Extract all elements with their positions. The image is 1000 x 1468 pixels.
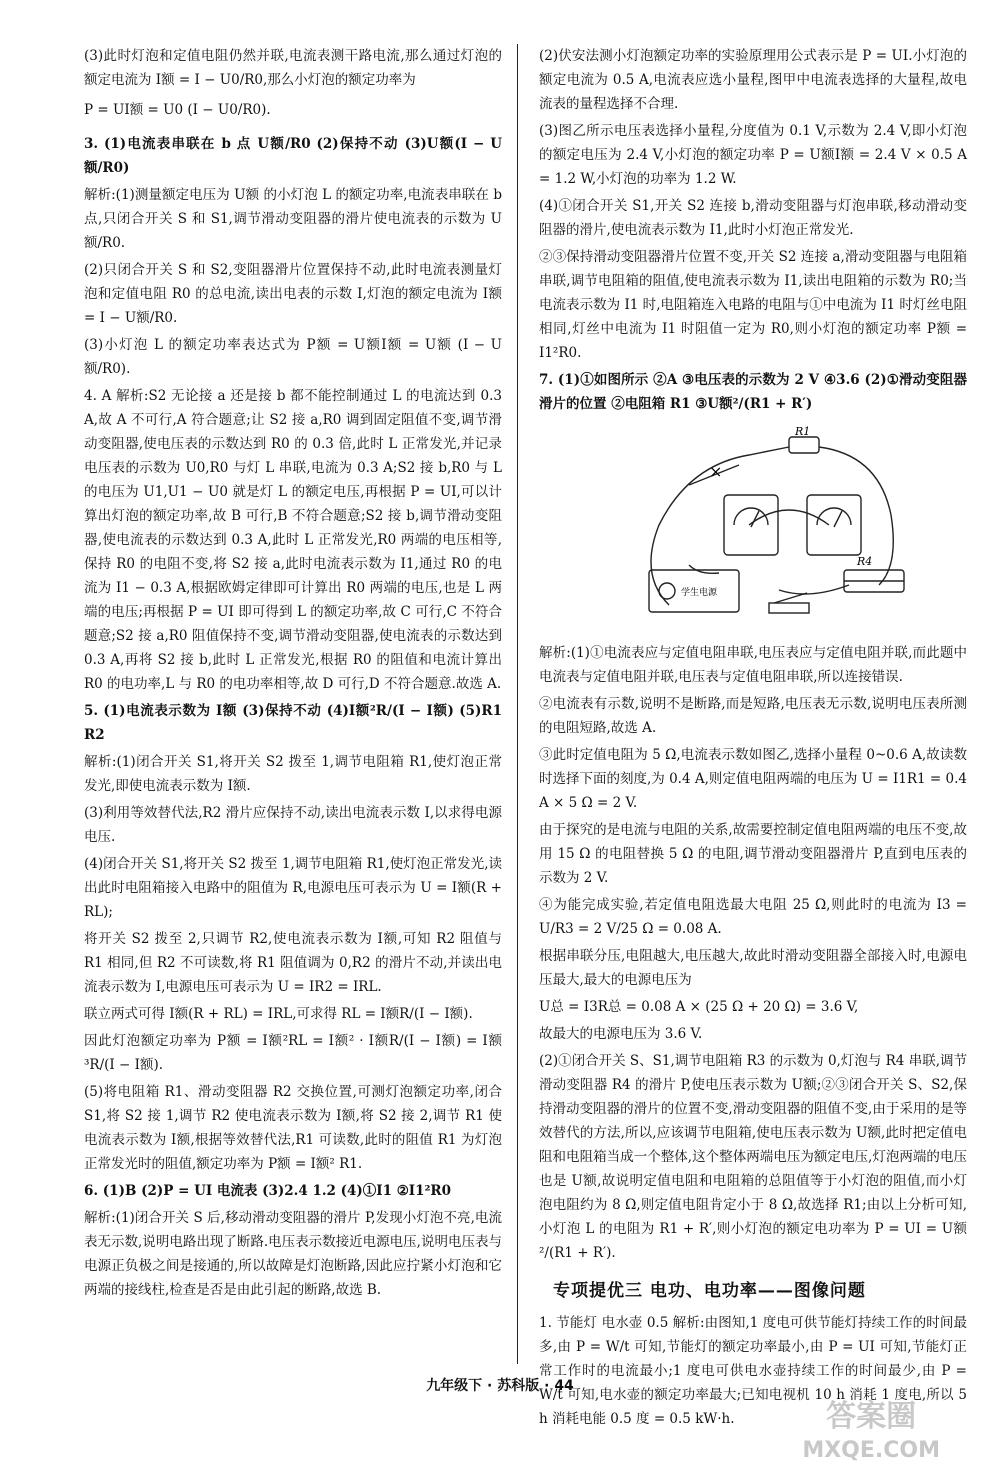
paragraph: (3)此时灯泡和定值电阻仍然并联,电流表测干路电流,那么通过灯泡的额定电流为 I额 = I − U0/R0,那么小灯泡的额定功率为 — [84, 48, 502, 88]
r1-label: R1 — [795, 425, 811, 438]
paragraph: 根据串联分压,电阻越大,电压越大,故此时滑动变阻器全部接入时,电源电压最大,最大的电源电压为 — [539, 948, 967, 988]
paragraph: 解析:(1)测量额定电压为 U额 的小灯泡 L 的额定功率,电流表串联在 b 点,只闭合开关 S 和 S1,调节滑动变阻器的滑片使电流表的示数为 U额/R0. — [84, 187, 502, 251]
r4-label: R4 — [857, 555, 873, 568]
resistor-r1 — [789, 437, 819, 453]
paragraph: ②③保持滑动变阻器滑片位置不变,开关 S2 连接 a,滑动变阻器与电阻箱串联,调节电阻箱的阻值,使电流表示数为 I1,读出电阻箱的示数为 R0;当电流表示数为 I1 时,电阻箱连入电路的电阻与①中电流为 I1 时灯丝电阻相同,灯丝中电流为 I1 时阻值一定为 R0,则小灯泡的额定功率 P额 = I1²R0. — [539, 249, 967, 361]
formula: U总 = I3R总 = 0.08 A × (25 Ω + 20 Ω) = 3.6 V, — [539, 999, 859, 1015]
ammeter — [724, 495, 778, 555]
answer-6: 6. (1)B (2)P = UI 电流表 (3)2.4 1.2 (4)①I1 ②I1²R0 — [84, 1183, 452, 1199]
paragraph: (2)①闭合开关 S、S1,调节电阻箱 R3 的示数为 0,灯泡与 R4 串联,调节滑动变阻器 R4 的滑片 P,使电压表示数为 U额;②③闭合开关 S、S2,保持滑动变阻器的滑片的位置不变,滑动变阻器的阻值不变,由于采用的是等效替代的方法,所以,应该调节电阻箱,使电压表示数为 U额,此时把定值电阻和电阻箱当成一个整体,这个整体两端电压为额定电压,灯泡两端的电压也是 U额,故说明定值电阻和电阻箱的总阻值等于小灯泡的阻值,而小灯泡电阻约为 8 Ω,则定值电阻肯定小于 8 Ω,故选择 R1;由以上分析可知,小灯泡 L 的电阻为 R1 + R′,则小灯泡的额定电功率为 P = UI = U额²/(R1 + R′). — [539, 1053, 967, 1261]
circuit-diagram — [629, 425, 909, 625]
section-title: 专项提优三 电功、电功率——图像问题 — [553, 1281, 866, 1301]
wire — [779, 585, 849, 594]
paragraph: (4)闭合开关 S1,将开关 S2 拨至 1,调节电阻箱 R1,使灯泡正常发光,读出此时电阻箱接入电路中的阻值为 R,电源电压可表示为 U = I额(R + RL); — [84, 856, 502, 920]
paragraph: (2)伏安法测小灯泡额定功率的实验原理用公式表示是 P = UI.小灯泡的额定电流为 0.5 A,电流表应选小量程,图甲中电流表选择的大量程,故电流表的量程选择不合理. — [539, 48, 967, 112]
paragraph: ②电流表有示数,说明不是断路,而是短路,电压表无示数,说明电压表所测的电阻短路,故选 A. — [539, 696, 967, 736]
paragraph: 将开关 S2 拨至 2,只调节 R2,使电流表示数为 I额,可知 R2 阻值与 R1 相同,但 R2 不可读数,将 R1 阻值调为 0,R2 的滑片不动,并读出电流表示数为 I,电源电压可表示为 U = IR2 = IRL. — [84, 931, 502, 995]
watermark-logo: 答案圈 — [826, 1399, 917, 1434]
paragraph: (3)小灯泡 L 的额定功率表达式为 P额 = U额I额 = U额 (I − U额/R0). — [84, 337, 502, 377]
paragraph: ④为能完成实验,若定值电阻选最大电阻 25 Ω,则此时的电流为 I3 = U/R3 = 2 V/25 Ω = 0.08 A. — [539, 897, 967, 937]
meter-needle — [834, 511, 842, 527]
paragraph: 联立两式可得 I额(R + RL) = IRL,可求得 RL = I额R/(I − I额). — [84, 1006, 473, 1022]
answer-3: 3. (1)电流表串联在 b 点 U额/R0 (2)保持不动 (3)U额(I − U额/R0) — [84, 136, 502, 176]
paragraph: 由于探究的是电流与电阻的关系,故需要控制定值电阻两端的电压不变,故用 15 Ω 的电阻替换 5 Ω 的电阻,调节滑动变阻器滑片 P,直到电压表的示数为 2 V. — [539, 822, 967, 886]
answer-4: 4. A 解析:S2 无论接 a 还是接 b 都不能控制通过 L 的电流达到 0.3 A,故 A 不可行,A 符合题意;让 S2 接 a,R0 调到固定阻值不变,调节滑动变阻器,使电压表的示数达到 R0 的 0.3 倍,此时 L 正常发光,并记录电压表的示数为 U0,R0 与灯 L 串联,电流为 0.3 A;S2 接 b,R0 与 L 的电压为 U1,U1 − U0 就是灯 L 的额定电压,再根据 P = UI,可以计算出灯泡的额定功率,故 B 可行,B 不符合题意;S2 接 b,调节滑动变阻器,使电流表的示数达到 0.3 A,此时 L 正常发光,R0 两端的电压相等,保持 R0 的电阻不变,将 S2 接 a,此时电流表示数为 I1,通过 R0 的电流为 I1 − 0.3 A,根据欧姆定律即可计算出 R0 两端的电压,也是 L 两端的电压;再根据 P = UI 即可得到 L 的额定功率,故 C 可行,C 不符合题意;S2 接 a,R0 阻值保持不变,调节滑动变阻器,使电流表的示数达到 0.3 A,再将 S2 接 b,此时 L 正常发光,根据 R0 的阻值和电流计算出 R0 的电功率,L 与 R0 的电功率相等,故 D 可行,D 不符合题意.故选 A. — [84, 388, 502, 692]
power-supply-label: 学生电源 — [681, 588, 718, 598]
power-knob — [659, 583, 675, 599]
voltmeter — [807, 495, 861, 555]
answer-7: 7. (1)①如图所示 ②A ③电压表的示数为 2 V ④3.6 (2)①滑动变阻器滑片的位置 ②电阻箱 R1 ③U额²/(R1 + R′) — [539, 372, 967, 412]
paragraph: ③此时定值电阻为 5 Ω,电流表示数如图乙,选择小量程 0~0.6 A,故读数时选择下面的刻度,为 0.4 A,则定值电阻两端的电压为 U = I1R1 = 0.4 A × 5 Ω = 2 V. — [539, 747, 967, 811]
paragraph: (2)只闭合开关 S 和 S2,变阻器滑片位置保持不动,此时电流表测量灯泡和定值电阻 R0 的总电流,读出电表的示数 I,灯泡的额定电流为 I额 = I − U额/R0. — [84, 262, 502, 326]
formula: P = UI额 = U0 (I − U0/R0). — [84, 102, 271, 118]
answer-5: 5. (1)电流表示数为 I额 (3)保持不动 (4)I额²R/(I − I额) (5)R1 R2 — [84, 703, 502, 743]
column-divider — [517, 44, 518, 1364]
watermark — [802, 1400, 940, 1468]
error-cross: × — [709, 462, 723, 481]
paragraph: 因此灯泡额定功率为 P额 = I额²RL = I额² · I额R/(I − I额) = I额³R/(I − I额). — [84, 1033, 502, 1073]
wire — [689, 565, 719, 573]
switch-lever — [774, 593, 807, 603]
left-column — [84, 44, 502, 1305]
paragraph: 解析:(1)闭合开关 S1,将开关 S2 拨至 1,调节电阻箱 R1,使灯泡正常发光,即使电流表示数为 I额. — [84, 754, 502, 794]
page-footer: 九年级下 · 苏科版 · 44 — [426, 1378, 574, 1394]
paragraph: (3)图乙所示电压表选择小量程,分度值为 0.1 V,示数为 2.4 V,即小灯泡的额定电压为 2.4 V,小灯泡的额定功率 P = U额I额 = 2.4 V × 0.5 A = 1.2 W,小灯泡的功率为 1.2 W. — [539, 123, 967, 187]
meter-dial — [817, 508, 851, 525]
paragraph: (4)①闭合开关 S1,开关 S2 连接 b,滑动变阻器与灯泡串联,移动滑动变阻器的滑片,使电流表示数为 I1,此时小灯泡正常发光. — [539, 198, 967, 238]
watermark-url: MXQE.COM — [802, 1438, 940, 1463]
paragraph: (5)将电阻箱 R1、滑动变阻器 R2 交换位置,可测灯泡额定功率,闭合 S1,将 S2 接 1,调节 R2 使电流表示数为 I额,将 S2 接 2,调节 R1 使电流表示数为 I额,根据等效替代法,R1 可读数,此时的阻值 R1 为灯泡正常发光时的阻值,额定功率为 P额 = I额² R1. — [84, 1084, 502, 1172]
paragraph: 故最大的电源电压为 3.6 V. — [539, 1026, 703, 1042]
answer-1: 1. 节能灯 电水壶 0.5 解析:由图知,1 度电可供节能灯持续工作的时间最多,由 P = W/t 可知,节能灯的额定功率最小,由 P = UI 可知,节能灯正常工作时的电流最小;1 度电可供电水壶持续工作的时间最少,由 P = W/t 可知,电水壶的额定功率最大;已知电视机 10 h 消耗 1 度电,所以 5 h 消耗电能 0.5 度 = 0.5 kW·h. — [539, 1315, 967, 1427]
switch — [769, 603, 809, 613]
right-column — [539, 44, 967, 1434]
paragraph: (3)利用等效替代法,R2 滑片应保持不动,读出电流表示数 I,以求得电源电压. — [84, 805, 502, 845]
paragraph: 解析:(1)闭合开关 S 后,移动滑动变阻器的滑片 P,发现小灯泡不亮,电流表无示数,说明电路出现了断路.电压表示数接近电源电压,说明电压表与电源正负极之间是接通的,所以故障是灯泡断路,因此应拧紧小灯泡和它两端的接线柱,检查是否是由此引起的断路,故选 B. — [84, 1210, 502, 1298]
paragraph: 解析:(1)①电流表应与定值电阻串联,电压表应与定值电阻并联,而此题中电流表与定值电阻并联,电压表与定值电阻串联,所以连接错误. — [539, 645, 967, 685]
